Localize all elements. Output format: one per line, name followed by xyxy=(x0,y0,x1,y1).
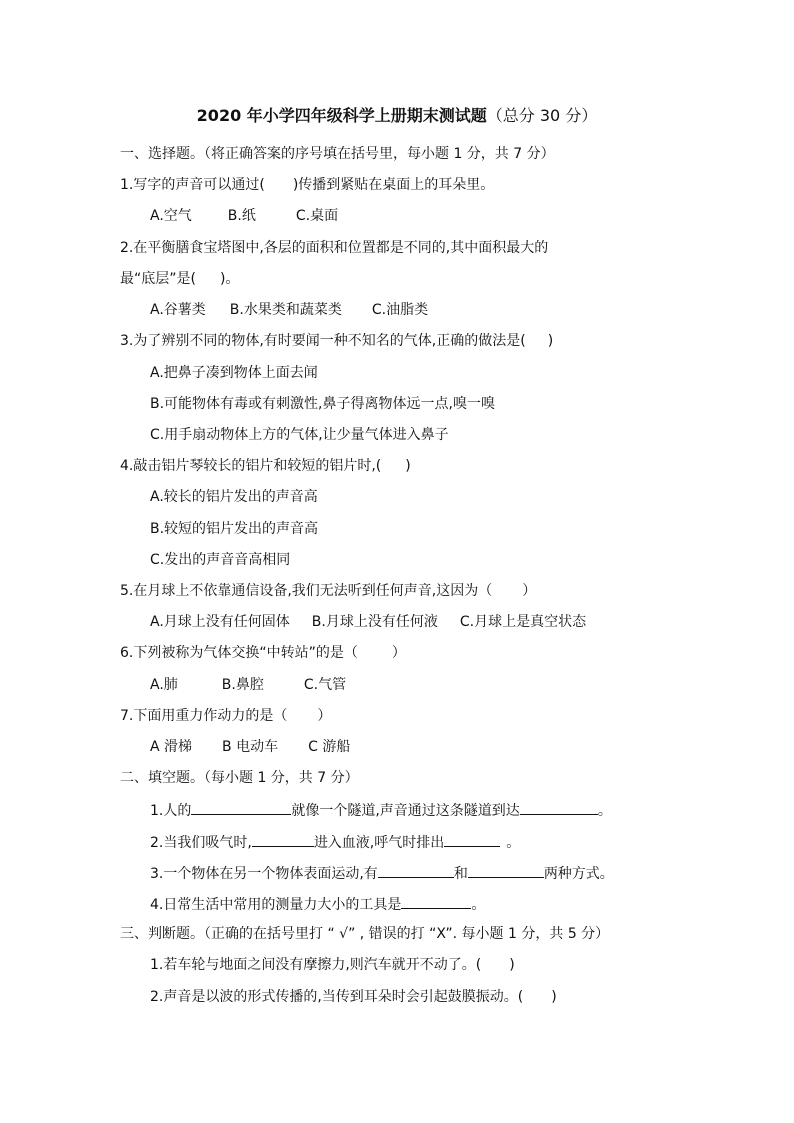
option-a: A 滑梯 xyxy=(150,739,193,755)
judge-1-stem-start: 1.若车轮与地面之间没有摩擦力,则汽车就开不动了。( xyxy=(150,957,482,973)
fill-3-text-a: 3.一个物体在另一个物体表面运动,有 xyxy=(150,866,378,882)
question-3-option-b: B.可能物体有毒或有刺激性,鼻子得离物体远一点,嗅一嗅 xyxy=(150,396,495,412)
fill-2-text-b: 进入血液,呼气时排出 xyxy=(313,835,445,851)
question-1 xyxy=(120,176,494,194)
answer-blank[interactable] xyxy=(191,800,291,815)
judge-question-1 xyxy=(150,956,515,974)
question-7-stem-start: 7.下面用重力作动力的是（ xyxy=(120,708,288,724)
title-main: 2020 年小学四年级科学上册期末测试题 xyxy=(196,106,487,125)
judge-2-stem-end: ) xyxy=(551,989,557,1005)
question-3-stem-start: 3.为了辨别不同的物体,有时要闻一种不知名的气体,正确的做法是( xyxy=(120,333,526,349)
fill-question-4 xyxy=(150,894,485,914)
page-title xyxy=(0,106,794,126)
question-6 xyxy=(120,644,406,662)
answer-blank[interactable] xyxy=(444,832,500,847)
option-b: B 电动车 xyxy=(222,739,279,755)
judge-2-stem-start: 2.声音是以波的形式传播的,当传到耳朵时会引起鼓膜振动。( xyxy=(150,989,524,1005)
question-4-stem-start: 4.敲击铝片琴较长的铝片和较短的铝片时,( xyxy=(120,458,382,474)
option-c: C.月球上是真空状态 xyxy=(459,614,587,630)
option-b: B.鼻腔 xyxy=(221,677,264,693)
fill-3-text-b: 和 xyxy=(453,866,468,882)
question-1-stem-end: )传播到紧贴在桌面上的耳朵里。 xyxy=(292,177,495,193)
fill-4-text-b: 。 xyxy=(471,897,486,913)
question-3-stem-end: ) xyxy=(547,333,554,349)
option-a: A.月球上没有任何固体 xyxy=(150,614,290,630)
question-4-option-a: A.较长的铝片发出的声音高 xyxy=(150,489,318,505)
fill-1-text-a: 1.人的 xyxy=(150,803,192,819)
judge-question-2 xyxy=(150,988,557,1006)
fill-question-1 xyxy=(150,800,612,820)
question-2-line-1: 2.在平衡膳食宝塔图中,各层的面积和位置都是不同的,其中面积最大的 xyxy=(120,240,549,256)
answer-blank[interactable] xyxy=(378,863,454,878)
question-2-stem-end: )。 xyxy=(219,271,240,287)
fill-3-text-c: 两种方式。 xyxy=(543,866,614,882)
answer-blank[interactable] xyxy=(468,863,544,878)
option-c: C.气管 xyxy=(303,677,347,693)
judge-1-stem-end: ) xyxy=(509,957,515,973)
answer-blank[interactable] xyxy=(520,800,598,815)
option-b: B.月球上没有任何液 xyxy=(311,614,438,630)
question-6-stem-end: ） xyxy=(391,645,406,661)
fill-1-text-b: 就像一个隧道,声音通过这条隧道到达 xyxy=(291,803,520,819)
question-3 xyxy=(120,332,553,350)
question-7 xyxy=(120,707,331,725)
question-4-stem-end: ) xyxy=(405,458,411,474)
question-5-options xyxy=(150,613,586,631)
question-7-options xyxy=(150,738,350,756)
option-a: A.谷薯类 xyxy=(150,302,206,318)
question-4 xyxy=(120,457,411,475)
option-c: C.油脂类 xyxy=(371,302,429,318)
question-5 xyxy=(120,582,536,600)
answer-blank[interactable] xyxy=(252,832,314,847)
question-3-option-a: A.把鼻子凑到物体上面去闻 xyxy=(150,365,318,381)
fill-2-text-c: 。 xyxy=(506,835,521,851)
question-2-stem-start: 最“底层”是( xyxy=(120,271,196,287)
section-choice-heading: 一、选择题。（将正确答案的序号填在括号里，每小题 1 分，共 7 分） xyxy=(120,146,555,162)
option-b: B.纸 xyxy=(227,208,256,224)
option-a: A.肺 xyxy=(150,677,178,693)
question-4-option-b: B.较短的铝片发出的声音高 xyxy=(150,521,319,537)
section-fill-heading: 二、填空题。（每小题 1 分，共 7 分） xyxy=(120,770,359,786)
question-4-option-c: C.发出的声音音高相同 xyxy=(150,552,291,568)
question-5-stem-end: ） xyxy=(522,583,537,599)
option-c: C.桌面 xyxy=(295,208,339,224)
question-6-stem-start: 6.下列被称为气体交换“中转站”的是（ xyxy=(120,645,358,661)
question-6-options xyxy=(150,676,346,694)
fill-4-text-a: 4.日常生活中常用的测量力大小的工具是 xyxy=(150,897,402,913)
option-b: B.水果类和蔬菜类 xyxy=(229,302,342,318)
question-2-line-2 xyxy=(120,270,239,288)
question-1-stem-start: 1.写字的声音可以通过( xyxy=(120,177,265,193)
answer-blank[interactable] xyxy=(401,894,471,909)
question-2-options xyxy=(150,301,428,319)
fill-question-2 xyxy=(150,832,520,852)
question-3-option-c: C.用手扇动物体上方的气体,让少量气体进入鼻子 xyxy=(150,427,449,443)
question-1-options xyxy=(150,207,338,225)
question-7-stem-end: ） xyxy=(317,708,332,724)
title-total-score: （总分 30 分） xyxy=(486,106,598,125)
option-a: A.空气 xyxy=(150,208,192,224)
option-c: C 游船 xyxy=(308,739,351,755)
fill-1-text-c: 。 xyxy=(597,803,612,819)
section-judge-heading: 三、判断题。（正确的在括号里打 “ √” , 错误的打 “X”. 每小题 1 分，共 5 分） xyxy=(120,926,610,942)
fill-question-3 xyxy=(150,863,614,883)
fill-2-text-a: 2.当我们吸气时, xyxy=(150,835,252,851)
question-5-stem-start: 5.在月球上不依靠通信设备,我们无法听到任何声音,这因为（ xyxy=(120,583,493,599)
